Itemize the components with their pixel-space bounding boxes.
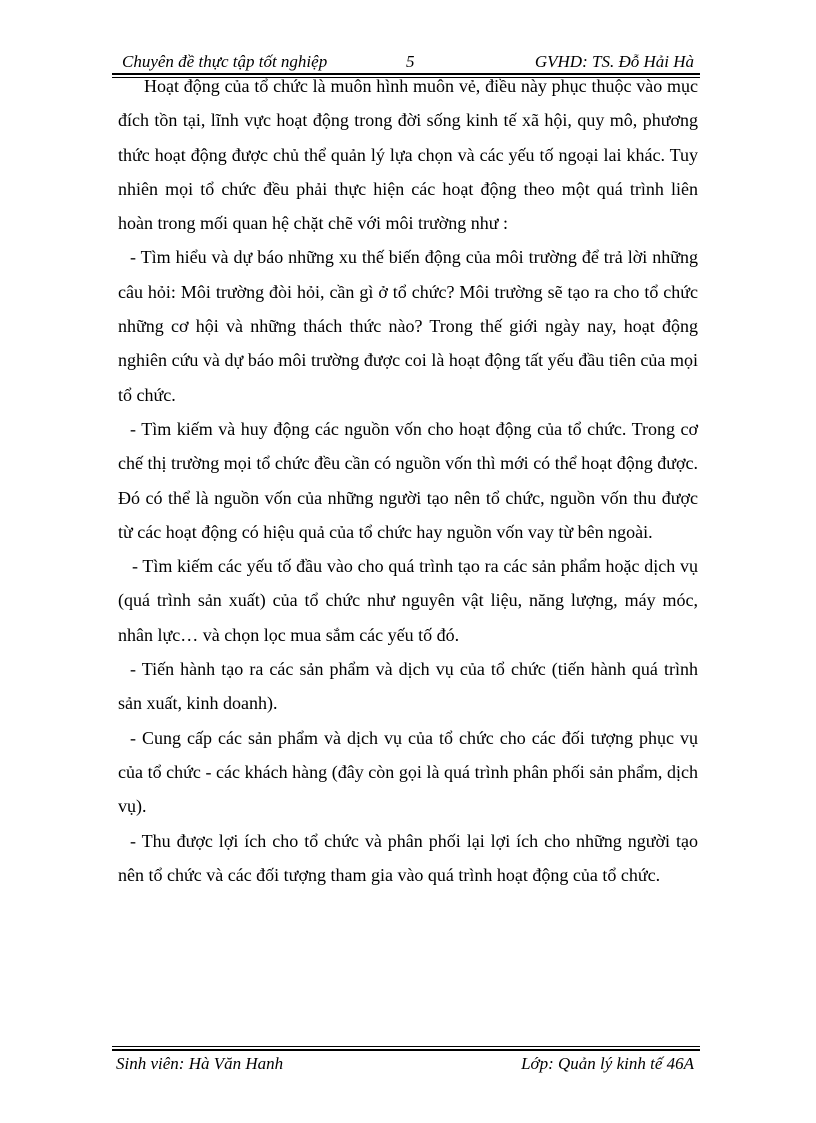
paragraph-intro: Hoạt động của tổ chức là muôn hình muôn vẻ, điều này phục thuộc vào mục đích tồn tại, lĩnh vực hoạt động trong đời sống kinh tế xã hội, quy mô, phương thức hoạt động được chủ thể quản lý lựa chọn và các yếu tố ngoại lai khác. Tuy nhiên mọi tổ chức đều phải thực hiện các hoạt động theo một quá trình liên hoàn trong mối quan hệ chặt chẽ với môi trường như : [118, 76, 698, 234]
paragraph-bullet-environment: - Tìm hiểu và dự báo những xu thế biến động của môi trường để trả lời những câu hỏi: Môi trường đòi hỏi, cần gì ở tổ chức? Môi trường sẽ tạo ra cho tổ chức những cơ hội và những thách thức nào? Trong thế giới ngày nay, hoạt động nghiên cứu và dự báo môi trường được coi là hoạt động tất yếu đầu tiên của mọi tổ chức. [118, 247, 698, 405]
paragraph-bullet-production: - Tiến hành tạo ra các sản phẩm và dịch vụ của tổ chức (tiến hành quá trình sản xuất, kinh doanh). [118, 659, 698, 714]
paragraph-bullet-benefits: - Thu được lợi ích cho tổ chức và phân phối lại lợi ích cho những người tạo nên tổ chức và các đối tượng tham gia vào quá trình hoạt động của tổ chức. [118, 830, 698, 885]
paragraph-bullet-capital: - Tìm kiếm và huy động các nguồn vốn cho hoạt động của tổ chức. Trong cơ chế thị trường mọi tổ chức đều cần có nguồn vốn thì mới có thể hoạt động được. Đó có thể là nguồn vốn của những người tạo nên tổ chức, nguồn vốn thu được từ các hoạt động có hiệu quả của tổ chức hay nguồn vốn vay từ bên ngoài. [118, 418, 698, 542]
footer-rule-thick [112, 1049, 700, 1051]
paragraph-bullet-distribution: - Cung cấp các sản phẩm và dịch vụ của tổ chức cho các đối tượng phục vụ của tổ chức - các khách hàng (đây còn gọi là quá trình phân phối sản phẩm, dịch vụ). [118, 727, 698, 817]
footer-student: Sinh viên: Hà Văn Hanh [116, 1054, 284, 1073]
header-document-title: Chuyên đề thực tập tốt nghiệp [122, 52, 328, 71]
header-supervisor: GVHD: TS. Đỗ Hải Hà [534, 52, 694, 71]
body-text [118, 69, 698, 892]
header-page-number: 5 [406, 52, 415, 71]
page-footer [112, 1052, 700, 1078]
footer-rule-thin [112, 1046, 700, 1047]
paragraph-bullet-inputs: - Tìm kiếm các yếu tố đầu vào cho quá trình tạo ra các sản phẩm hoặc dịch vụ (quá trình sản xuất) của tổ chức như nguyên vật liệu, năng lượng, máy móc, nhân lực… và chọn lọc mua sắm các yếu tố đó. [118, 556, 698, 645]
footer-class: Lớp: Quản lý kinh tế 46A [521, 1054, 694, 1073]
